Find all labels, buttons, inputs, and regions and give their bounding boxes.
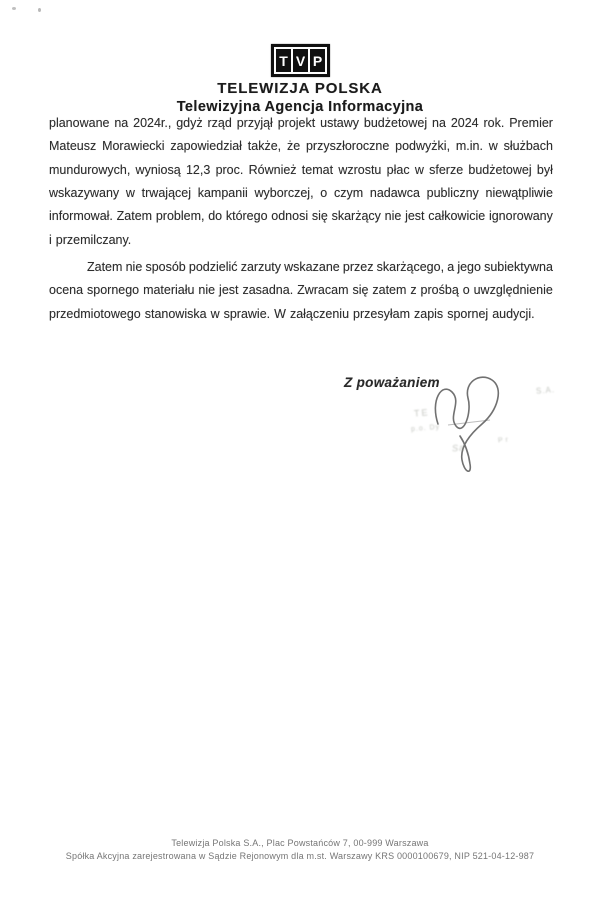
scan-artifact-dot bbox=[38, 8, 41, 12]
text-line: wskazywany w trwającej kampanii wyborczej, o czym nadawca publiczny niewątpliwie bbox=[49, 186, 553, 201]
stamp-text-fragment: Sa bbox=[451, 442, 466, 454]
stamp-text-fragment: TE bbox=[413, 407, 430, 419]
footer-address-line: Telewizja Polska S.A., Plac Powstańców 7, 00-999 Warszawa bbox=[171, 838, 429, 848]
closing-salutation: Z poważaniem bbox=[344, 375, 440, 390]
tvp-logo-letter-t: T bbox=[279, 52, 288, 69]
tvp-logo-letter-p: P bbox=[308, 49, 325, 72]
text-line: ocena spornego materiału nie jest zasadna. Zwracam się zatem z prośbą o uwzględnienie bbox=[49, 283, 553, 298]
stamp-text-fragment: p.o. Dy bbox=[410, 423, 441, 434]
stamp-text-fragment: S.A. bbox=[535, 385, 556, 396]
letterhead-footer bbox=[0, 837, 600, 863]
text-line: informował. Zatem problem, do którego odnosi się skarżący nie jest całkowicie ignorowany bbox=[49, 209, 553, 224]
tvp-logo-letter-v: V bbox=[291, 49, 308, 72]
organization-name: TELEWIZJA POLSKA bbox=[217, 80, 383, 97]
scan-artifact-dot bbox=[12, 7, 16, 10]
tvp-logo bbox=[271, 44, 330, 77]
body-paragraph-1 bbox=[49, 112, 553, 252]
text-line: przedmiotowego stanowiska w sprawie. W załączeniu przesyłam zapis spornej audycji. bbox=[49, 306, 535, 321]
text-line: mundurowych, wyniosą 12,3 proc. Również temat wzrostu płac w sferze budżetowej był bbox=[49, 162, 553, 177]
body-paragraph-2 bbox=[49, 256, 553, 326]
text-line: Mateusz Morawiecki zapowiedział także, że przyszłoroczne podwyżki, m.in. w służbach bbox=[49, 139, 553, 154]
text-line: i przemilczany. bbox=[49, 232, 132, 247]
tvp-logo-frame bbox=[274, 47, 327, 74]
text-line: Zatem nie sposób podzielić zarzuty wskazane przez skarżącego, a jego subiektywna bbox=[87, 260, 553, 274]
text-line: planowane na 2024r., gdyż rząd przyjął projekt ustawy budżetowej na 2024 rok. Premier bbox=[49, 116, 553, 130]
stamp-text-fragment: Pr bbox=[497, 436, 512, 445]
department-name: Telewizyjna Agencja Informacyjna bbox=[176, 99, 424, 115]
footer-registration-line: Spółka Akcyjna zarejestrowana w Sądzie Rejonowym dla m.st. Warszawy KRS 0000100679, NIP 521-04-12-987 bbox=[65, 851, 535, 861]
